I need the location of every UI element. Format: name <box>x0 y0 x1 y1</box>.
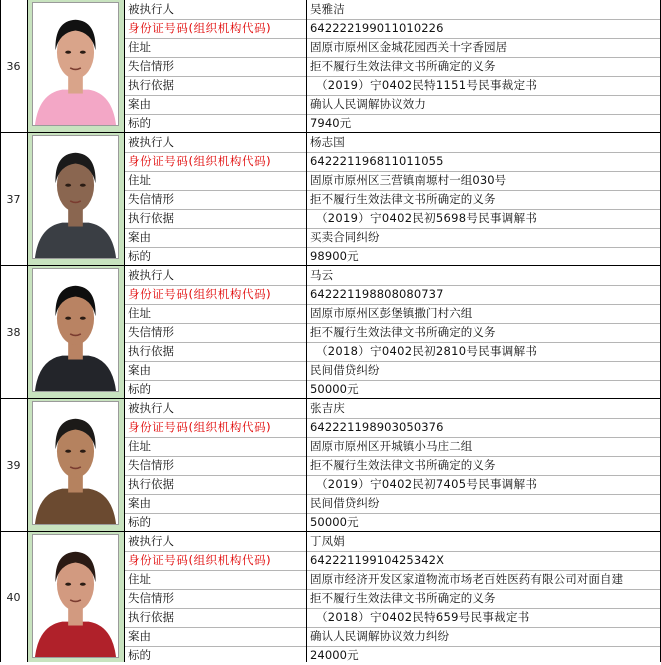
label-divider <box>306 399 307 532</box>
field-value-address: 固原市原州区金城花园西关十字香园居 <box>310 40 508 54</box>
field-row-name <box>124 266 661 285</box>
field-label-breach: 失信情形 <box>128 192 174 206</box>
field-row-breach <box>124 190 661 209</box>
field-label-amount: 标的 <box>128 116 151 130</box>
label-divider <box>306 133 307 266</box>
field-value-id: 642221196811011055 <box>310 154 444 168</box>
field-value-breach: 拒不履行生效法律文书所确定的义务 <box>310 325 496 339</box>
field-label-basis: 执行依据 <box>128 78 174 92</box>
left-border <box>0 399 1 532</box>
field-value-id: 642221198808080737 <box>310 287 444 301</box>
left-border <box>0 266 1 399</box>
photo-divider <box>124 399 125 532</box>
field-label-cause: 案由 <box>128 97 151 111</box>
photo-divider <box>124 532 125 662</box>
field-value-id: 64222119910425342X <box>310 553 445 567</box>
field-row-id <box>124 19 661 38</box>
field-row-id <box>124 285 661 304</box>
record-fields <box>124 0 661 133</box>
field-label-address: 住址 <box>128 306 151 320</box>
left-border <box>0 133 1 266</box>
record-fields <box>124 399 661 532</box>
field-label-id: 身份证号码(组织机构代码) <box>128 21 272 35</box>
field-row-amount <box>124 114 661 133</box>
field-label-breach: 失信情形 <box>128 325 174 339</box>
portrait-image <box>33 269 118 391</box>
record-index: 38 <box>6 326 21 339</box>
field-value-address: 固原市原州区三营镇南塬村一组030号 <box>310 173 507 187</box>
field-value-cause: 民间借贷纠纷 <box>310 363 380 377</box>
index-divider <box>27 399 28 532</box>
record-fields <box>124 133 661 266</box>
field-label-id: 身份证号码(组织机构代码) <box>128 553 272 567</box>
left-border <box>0 532 1 662</box>
field-row-id <box>124 152 661 171</box>
index-divider <box>27 0 28 133</box>
field-row-basis <box>124 76 661 95</box>
field-row-address <box>124 437 661 456</box>
field-label-cause: 案由 <box>128 496 151 510</box>
field-value-basis: （2018）宁0402民初2810号民事调解书 <box>316 344 538 358</box>
field-value-name: 杨志国 <box>310 135 345 149</box>
portrait-photo <box>32 401 119 525</box>
field-row-amount <box>124 380 661 399</box>
field-row-breach <box>124 323 661 342</box>
field-value-cause: 确认人民调解协议效力纠纷 <box>310 629 450 643</box>
record-index: 40 <box>6 590 21 604</box>
field-row-name <box>124 532 661 551</box>
photo-cell <box>27 0 124 133</box>
field-value-breach: 拒不履行生效法律文书所确定的义务 <box>310 458 496 472</box>
field-row-breach <box>124 57 661 76</box>
field-value-cause: 确认人民调解协议效力 <box>310 97 426 111</box>
field-row-address <box>124 570 661 589</box>
photo-divider <box>124 266 125 399</box>
field-label-id: 身份证号码(组织机构代码) <box>128 287 272 301</box>
field-value-name: 丁凤娟 <box>310 534 345 548</box>
field-row-address <box>124 171 661 190</box>
record-index: 39 <box>6 459 21 472</box>
field-value-name: 吴雅洁 <box>310 2 345 16</box>
field-label-address: 住址 <box>128 40 151 54</box>
field-label-amount: 标的 <box>128 249 151 263</box>
label-divider <box>306 266 307 399</box>
portrait-photo <box>32 268 119 392</box>
record-fields <box>124 532 661 665</box>
field-label-amount: 标的 <box>128 382 151 396</box>
record-37 <box>0 133 661 266</box>
field-value-amount: 7940元 <box>310 116 352 130</box>
record-38 <box>0 266 661 399</box>
field-row-address <box>124 304 661 323</box>
field-row-cause <box>124 361 661 380</box>
portrait-image <box>33 136 118 258</box>
photo-cell <box>27 399 124 532</box>
field-label-name: 被执行人 <box>128 2 174 16</box>
field-label-name: 被执行人 <box>128 534 174 548</box>
field-value-amount: 24000元 <box>310 648 359 662</box>
field-label-basis: 执行依据 <box>128 477 174 491</box>
field-value-address: 固原市原州区开城镇小马庄二组 <box>310 439 473 453</box>
photo-cell <box>27 133 124 266</box>
field-row-basis <box>124 209 661 228</box>
left-border <box>0 0 1 133</box>
field-row-amount <box>124 247 661 266</box>
portrait-image <box>33 402 118 524</box>
field-label-breach: 失信情形 <box>128 59 174 73</box>
field-row-cause <box>124 494 661 513</box>
field-row-name <box>124 133 661 152</box>
record-36 <box>0 0 661 133</box>
field-label-address: 住址 <box>128 173 151 187</box>
portrait-image <box>33 3 118 125</box>
field-row-breach <box>124 589 661 608</box>
field-label-breach: 失信情形 <box>128 591 174 605</box>
field-label-amount: 标的 <box>128 648 151 662</box>
field-row-id <box>124 551 661 570</box>
field-row-basis <box>124 342 661 361</box>
field-value-address: 固原市经济开发区家道物流市场老百姓医药有限公司对面自建 <box>310 572 624 586</box>
field-row-name <box>124 399 661 418</box>
field-value-amount: 98900元 <box>310 249 359 263</box>
portrait-photo <box>32 534 119 658</box>
index-divider <box>27 532 28 662</box>
field-row-cause <box>124 95 661 114</box>
field-value-basis: （2019）宁0402民初5698号民事调解书 <box>316 211 538 225</box>
field-value-breach: 拒不履行生效法律文书所确定的义务 <box>310 59 496 73</box>
record-index: 37 <box>6 193 21 206</box>
field-label-breach: 失信情形 <box>128 458 174 472</box>
field-value-id: 642222199011010226 <box>310 21 444 35</box>
field-value-cause: 买卖合同纠纷 <box>310 230 380 244</box>
record-39 <box>0 399 661 532</box>
photo-cell <box>27 266 124 399</box>
field-label-address: 住址 <box>128 572 151 586</box>
label-divider <box>306 0 307 133</box>
field-label-basis: 执行依据 <box>128 344 174 358</box>
portrait-image <box>33 535 118 657</box>
field-label-cause: 案由 <box>128 629 151 643</box>
field-row-amount <box>124 513 661 532</box>
field-label-name: 被执行人 <box>128 268 174 282</box>
photo-cell <box>27 532 124 662</box>
field-row-address <box>124 38 661 57</box>
field-label-basis: 执行依据 <box>128 610 174 624</box>
field-label-amount: 标的 <box>128 515 151 529</box>
index-divider <box>27 266 28 399</box>
field-label-name: 被执行人 <box>128 135 174 149</box>
field-value-id: 642221198903050376 <box>310 420 444 434</box>
field-value-basis: （2019）宁0402民初7405号民事调解书 <box>316 477 538 491</box>
field-value-breach: 拒不履行生效法律文书所确定的义务 <box>310 192 496 206</box>
field-row-breach <box>124 456 661 475</box>
field-value-amount: 50000元 <box>310 382 359 396</box>
field-label-name: 被执行人 <box>128 401 174 415</box>
field-row-basis <box>124 475 661 494</box>
field-row-name <box>124 0 661 19</box>
field-value-amount: 50000元 <box>310 515 359 529</box>
photo-divider <box>124 0 125 133</box>
label-divider <box>306 532 307 662</box>
portrait-photo <box>32 135 119 259</box>
field-value-name: 马云 <box>310 268 334 282</box>
index-divider <box>27 133 28 266</box>
field-label-cause: 案由 <box>128 363 151 377</box>
field-label-basis: 执行依据 <box>128 211 174 225</box>
field-row-id <box>124 418 661 437</box>
field-label-id: 身份证号码(组织机构代码) <box>128 154 272 168</box>
record-index: 36 <box>6 60 21 73</box>
field-value-basis: （2019）宁0402民特1151号民事裁定书 <box>316 78 538 92</box>
field-label-address: 住址 <box>128 439 151 453</box>
field-value-breach: 拒不履行生效法律文书所确定的义务 <box>310 591 496 605</box>
field-value-basis: （2018）宁0402民特659号民事裁定书 <box>316 610 530 624</box>
field-row-amount <box>124 646 661 665</box>
field-row-cause <box>124 627 661 646</box>
field-value-address: 固原市原州区彭堡镇撒门村六组 <box>310 306 473 320</box>
field-label-cause: 案由 <box>128 230 151 244</box>
record-fields <box>124 266 661 399</box>
photo-divider <box>124 133 125 266</box>
field-label-id: 身份证号码(组织机构代码) <box>128 420 272 434</box>
field-row-cause <box>124 228 661 247</box>
portrait-photo <box>32 2 119 126</box>
record-40 <box>0 532 661 662</box>
field-value-name: 张吉庆 <box>310 401 345 415</box>
field-value-cause: 民间借贷纠纷 <box>310 496 380 510</box>
field-row-basis <box>124 608 661 627</box>
